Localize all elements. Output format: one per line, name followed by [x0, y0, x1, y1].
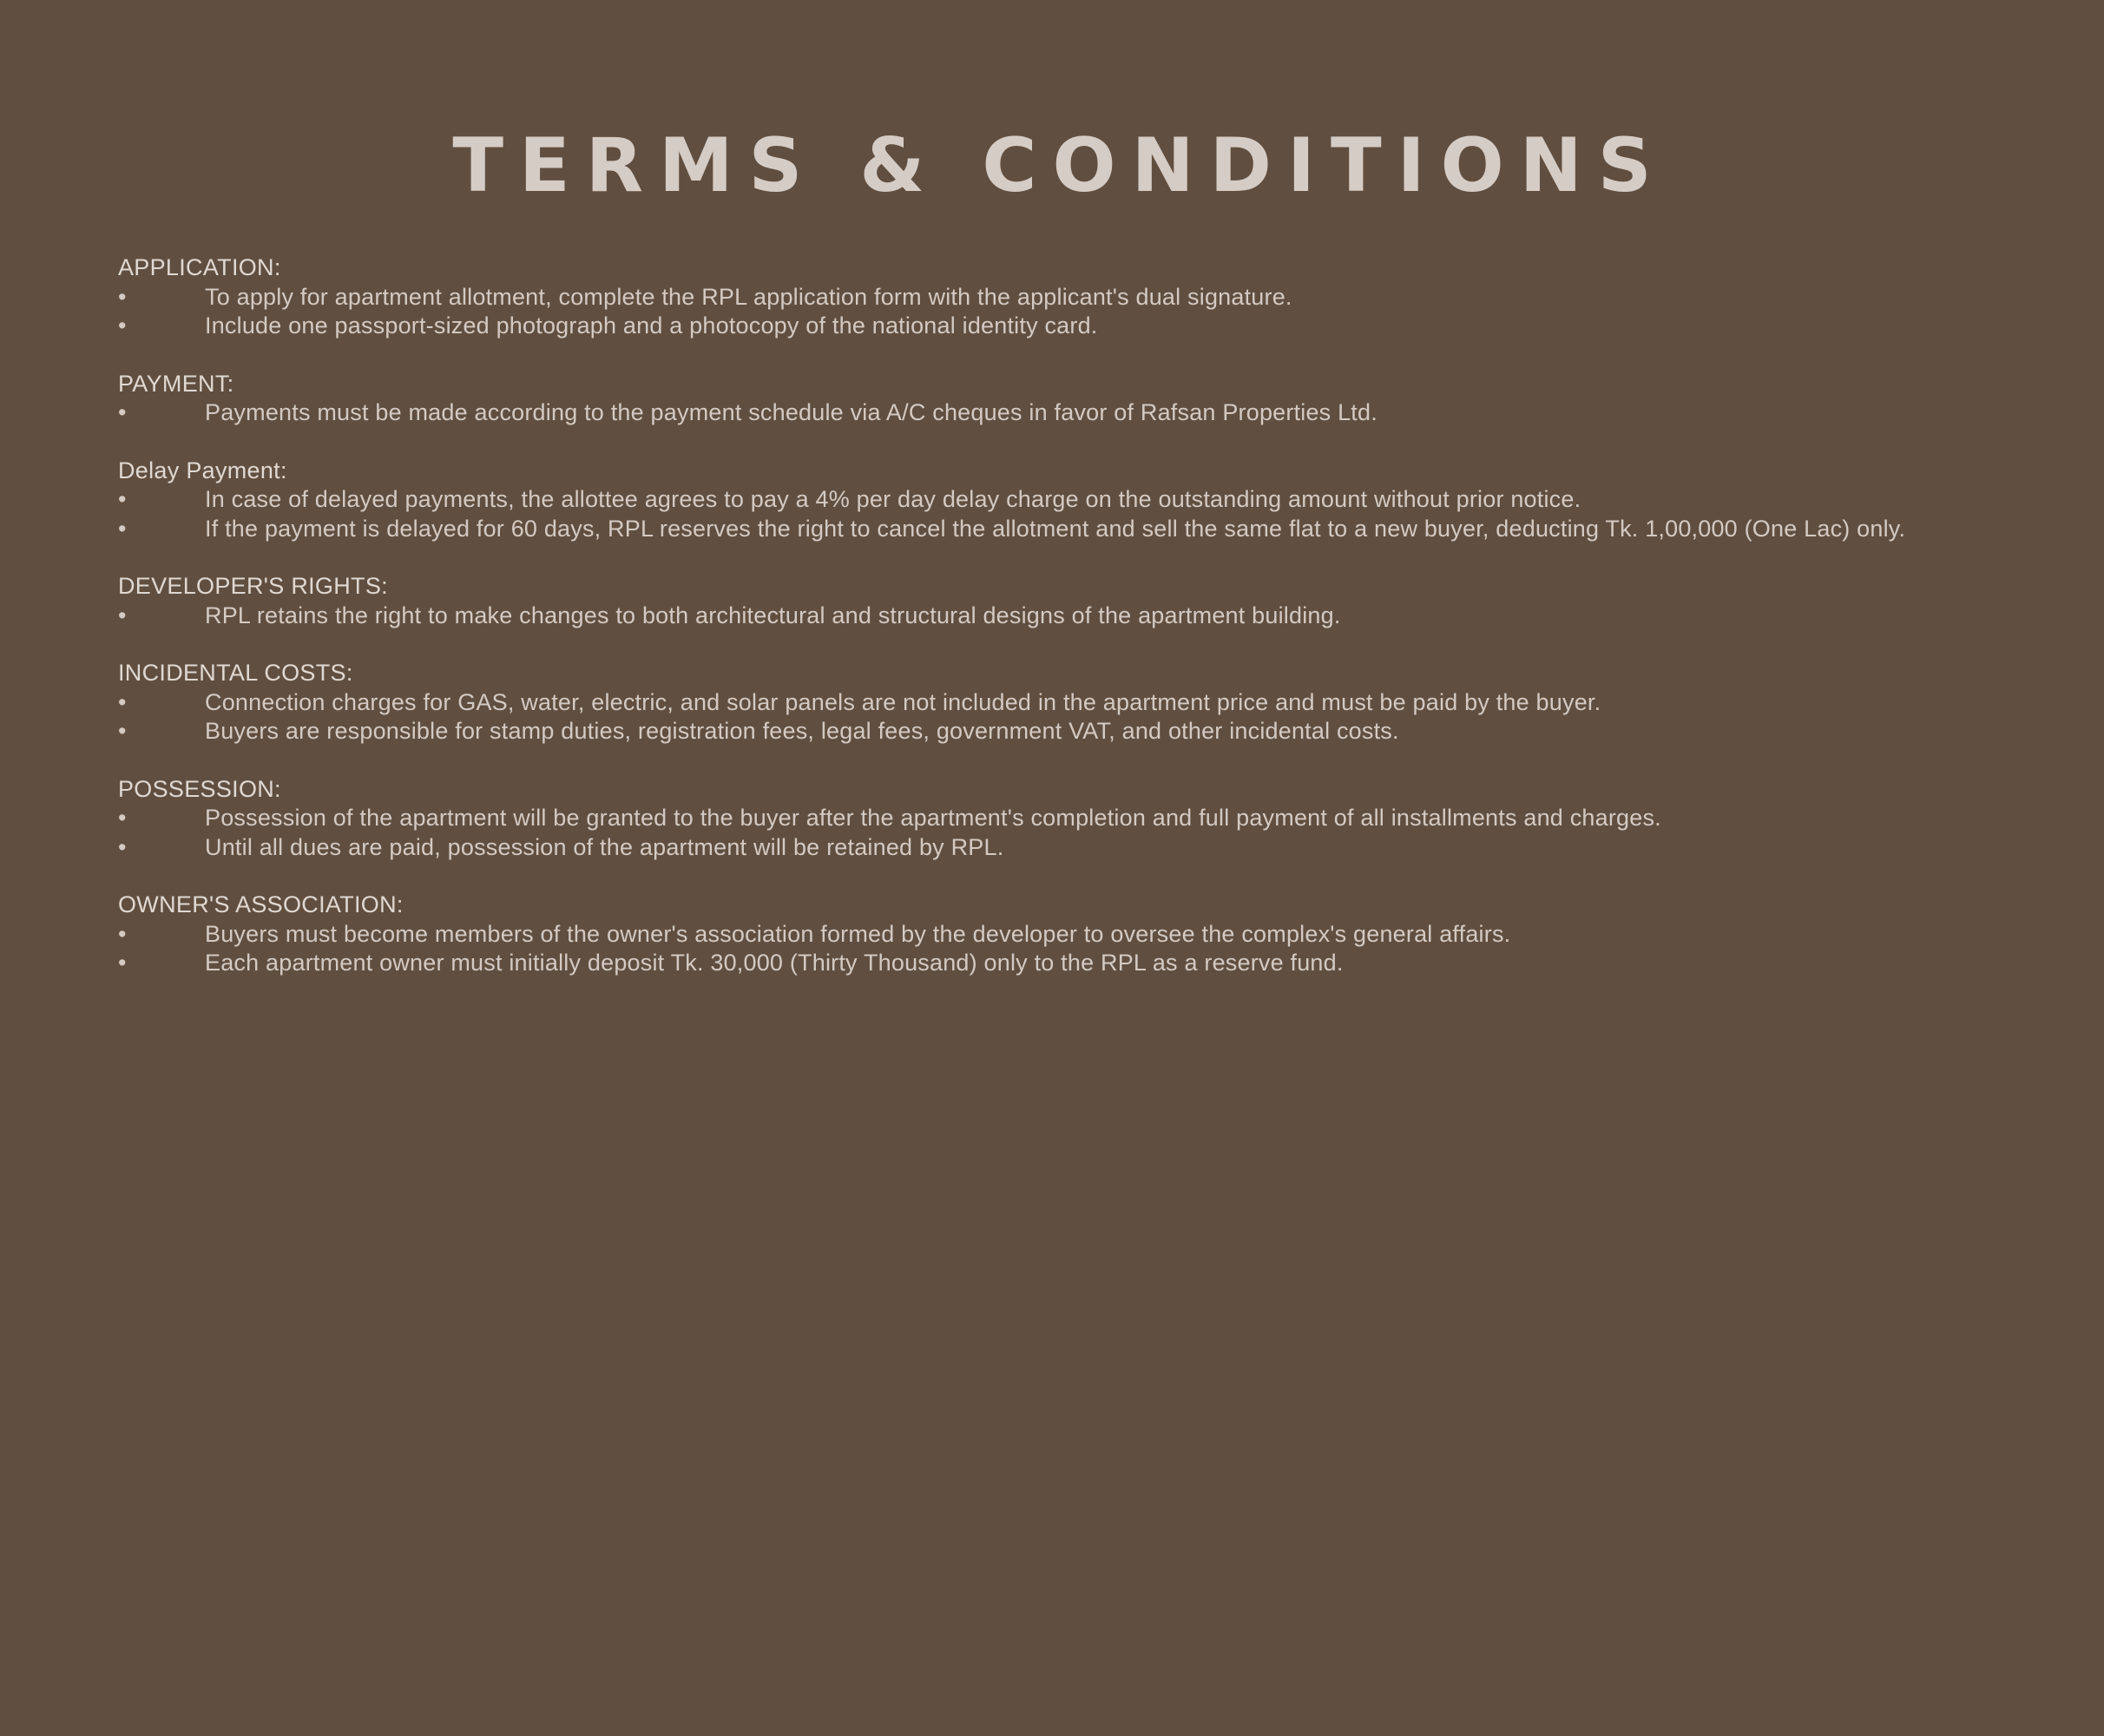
section-heading: PAYMENT: [118, 370, 234, 397]
section-developers-rights [118, 572, 1984, 630]
section-heading: POSSESSION: [118, 775, 281, 802]
bullet-list [118, 485, 1984, 543]
list-item [118, 717, 1984, 746]
bullet-list [118, 804, 1984, 862]
bullet-list [118, 283, 1984, 341]
list-item [118, 920, 1984, 950]
section-payment [118, 370, 1984, 428]
bullet-list [118, 688, 1984, 746]
list-item-text: Buyers must become members of the owner's association formed by the developer to oversee the complex's general affairs. [205, 920, 1511, 947]
bullet-list [118, 398, 1984, 428]
bullet-icon: • [118, 515, 127, 542]
section-heading: DEVELOPER'S RIGHTS: [118, 573, 388, 599]
list-item-text: Include one passport-sized photograph and a photocopy of the national identity card. [205, 312, 1098, 339]
section-delay-payment [118, 457, 1984, 544]
list-item [118, 804, 1984, 833]
list-item [118, 688, 1984, 718]
bullet-list [118, 920, 1984, 978]
list-item-text: Until all dues are paid, possession of the apartment will be retained by RPL. [205, 833, 1004, 860]
section-heading: APPLICATION: [118, 254, 281, 280]
list-item [118, 283, 1984, 312]
list-item-text: Buyers are responsible for stamp duties, registration fees, legal fees, government VAT, and other incidental costs. [205, 718, 1399, 744]
section-owners-association [118, 891, 1984, 978]
list-item-text: RPL retains the right to make changes to both architectural and structural designs of the apartment building. [205, 602, 1341, 628]
section-heading: OWNER'S ASSOCIATION: [118, 891, 404, 917]
section-application [118, 253, 1984, 341]
section-heading: INCIDENTAL COSTS: [118, 660, 353, 686]
list-item-text: If the payment is delayed for 60 days, RPL reserves the right to cancel the allotment and sell the same flat to a new buyer, deducting Tk. 1,00,000 (One Lac) only. [205, 515, 1906, 542]
bullet-icon: • [118, 805, 127, 831]
bullet-icon: • [118, 486, 127, 512]
bullet-icon: • [118, 399, 127, 425]
bullet-icon: • [118, 688, 127, 715]
list-item [118, 398, 1984, 428]
list-item [118, 602, 1984, 631]
terms-content [118, 253, 1984, 1007]
list-item-text: Payments must be made according to the payment schedule via A/C cheques in favor of Rafsan Properties Ltd. [205, 399, 1377, 425]
list-item-text: Possession of the apartment will be granted to the buyer after the apartment's completion and full payment of all installments and charges. [205, 805, 1661, 831]
section-heading: Delay Payment: [118, 457, 287, 483]
bullet-icon: • [118, 312, 127, 339]
bullet-icon: • [118, 283, 127, 310]
list-item [118, 949, 1984, 978]
list-item-text: Each apartment owner must initially deposit Tk. 30,000 (Thirty Thousand) only to the RPL as a reserve fund. [205, 950, 1344, 976]
list-item-text: In case of delayed payments, the allottee agrees to pay a 4% per day delay charge on the outstanding amount without prior notice. [205, 486, 1581, 512]
list-item [118, 515, 1984, 544]
list-item [118, 485, 1984, 515]
section-possession [118, 775, 1984, 863]
bullet-icon: • [118, 718, 127, 744]
list-item [118, 312, 1984, 341]
list-item-text: To apply for apartment allotment, complete the RPL application form with the applicant's dual signature. [205, 283, 1292, 310]
list-item [118, 833, 1984, 863]
bullet-icon: • [118, 833, 127, 860]
list-item-text: Connection charges for GAS, water, electric, and solar panels are not included in the apartment price and must be paid by the buyer. [205, 688, 1601, 715]
section-incidental-costs [118, 659, 1984, 746]
bullet-icon: • [118, 950, 127, 976]
bullet-list [118, 602, 1984, 631]
page-title: TERMS & CONDITIONS [452, 122, 1667, 209]
bullet-icon: • [118, 602, 127, 628]
bullet-icon: • [118, 920, 127, 947]
